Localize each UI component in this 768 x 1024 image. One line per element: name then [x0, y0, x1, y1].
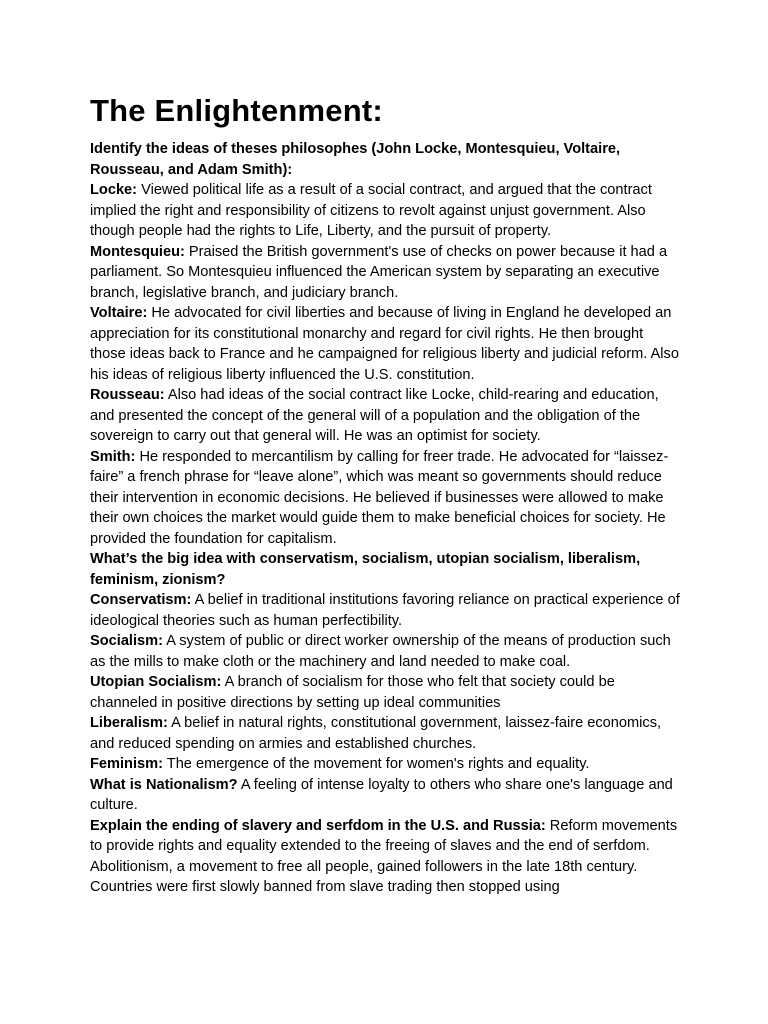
question-label: What’s the big idea with conservatism, socialism, utopian socialism, liberalism, feminism, zionism? [90, 551, 641, 588]
entry-label: Utopian Socialism: [90, 674, 222, 690]
question-philosophes [90, 139, 680, 180]
entry-slavery-serfdom [90, 816, 680, 898]
entry-text: A branch of socialism for those who felt that society could be channeled in positive directions by setting up ideal communities [90, 674, 615, 711]
entry-text: Viewed political life as a result of a social contract, and argued that the contract implied the right and responsibility of citizens to revolt against unjust government. Also though people had the rights to Life, Liberty, and the pursuit of property. [90, 182, 652, 239]
entry-label: Liberalism: [90, 715, 168, 731]
entry-nationalism [90, 775, 680, 816]
entry-label: Explain the ending of slavery and serfdom in the U.S. and Russia: [90, 817, 546, 834]
entry-text: A belief in traditional institutions favoring reliance on practical experience of ideological theories such as human perfectibility. [90, 592, 680, 629]
entry-label: Montesquieu: [90, 243, 185, 260]
entry-socialism [90, 631, 680, 672]
entry-smith [90, 447, 680, 550]
entry-label: Voltaire: [90, 305, 148, 321]
entry-montesquieu [90, 242, 680, 304]
entry-label: Locke: [90, 182, 138, 198]
document-title: The Enlightenment: [90, 93, 383, 128]
entry-liberalism [90, 713, 680, 754]
entry-locke [90, 180, 680, 242]
question-label: Identify the ideas of theses philosophes (John Locke, Montesquieu, Voltaire, Rousseau, and Adam Smith): [90, 141, 621, 178]
entry-text: Praised the British government's use of checks on power because it had a parliament. So Montesquieu influenced the American system by separating an executive branch, legislative branch, and judiciary branch. [90, 243, 668, 301]
entry-utopian-socialism [90, 672, 680, 713]
entry-text: The emergence of the movement for women's rights and equality. [162, 756, 590, 772]
entry-label: Smith: [90, 448, 136, 465]
entry-text: He advocated for civil liberties and because of living in England he developed an appreciation for its constitutional monarchy and regard for civil rights. He then brought those ideas back to France and he campaigned for religious liberty and judicial reform. Also his ideas of religious liberty influenced the U.S. constitution. [90, 305, 679, 383]
entry-label: Socialism: [90, 633, 163, 649]
question-ideologies [90, 549, 680, 590]
entry-text: A belief in natural rights, constitutional government, laissez-faire economics, and reduced spending on armies and established churches. [90, 715, 662, 752]
entry-label: Feminism: [90, 756, 163, 772]
entry-label: Rousseau: [90, 387, 165, 403]
entry-text: A feeling of intense loyalty to others who share one's language and culture. [90, 776, 673, 813]
entry-text: He responded to mercantilism by calling for freer trade. He advocated for “laissez-faire” a french phrase for “leave alone”, which was meant so governments should reduce their intervention in economic decisions. He believed if businesses were allowed to make their own choices the market would guide them to make beneficial choices for society. He provided the foundation for capitalism. [90, 448, 669, 547]
entry-voltaire [90, 303, 680, 385]
entry-label: What is Nationalism? [90, 776, 238, 793]
entry-feminism [90, 754, 680, 775]
document-page [90, 92, 680, 898]
entry-conservatism [90, 590, 680, 631]
entry-text: A system of public or direct worker ownership of the means of production such as the mills to make cloth or the machinery and land needed to make coal. [90, 633, 671, 670]
entry-text: Reform movements to provide rights and equality extended to the freeing of slaves and the end of serfdom. Abolitionism, a movement to free all people, gained followers in the late 18th century. Countries were first slowly banned from slave trading then stopped using [90, 817, 678, 895]
entry-label: Conservatism: [90, 592, 192, 608]
entry-rousseau [90, 385, 680, 447]
entry-text: Also had ideas of the social contract like Locke, child-rearing and education, and presented the concept of the general will of a population and the obligation of the sovereign to carry out that general will. He was an optimist for society. [90, 387, 659, 444]
